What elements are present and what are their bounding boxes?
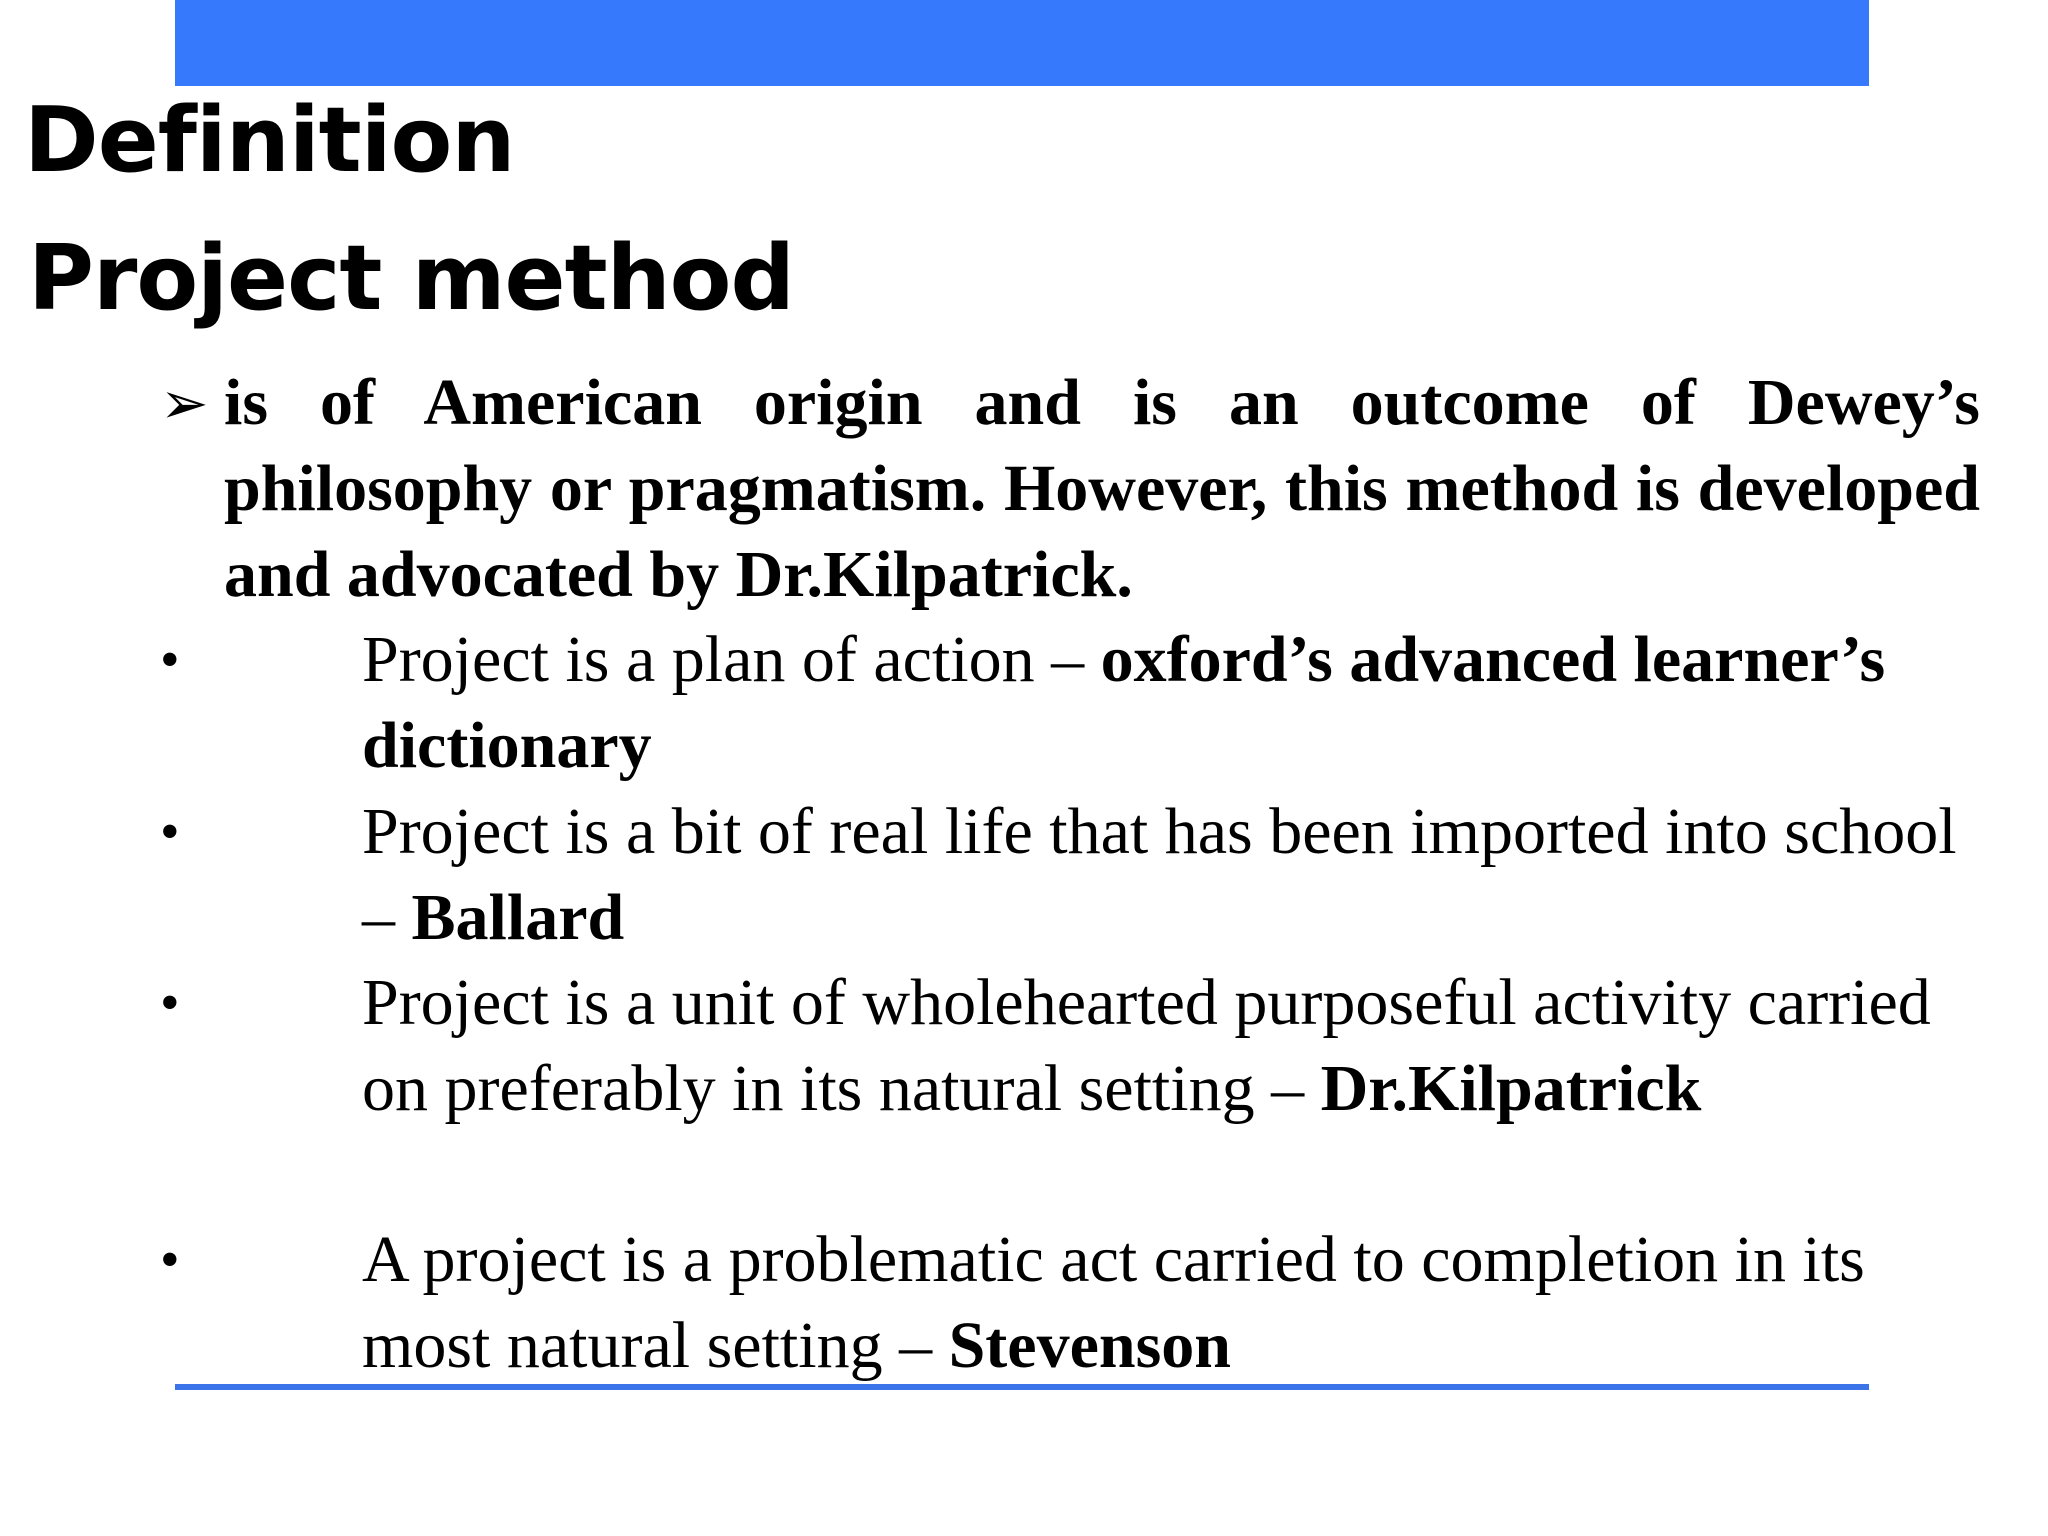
definition-bullet bbox=[160, 789, 1980, 961]
bullet-dot-icon: • bbox=[160, 1229, 180, 1291]
definition-source: oxford’s advanced learner’s dictionary bbox=[362, 623, 1886, 782]
bullet-text bbox=[362, 1217, 1980, 1389]
bullet-text bbox=[362, 789, 1980, 961]
slide-title: Definition bbox=[24, 88, 515, 193]
definition-text: Project is a plan of action – bbox=[362, 623, 1101, 696]
definition-bullet bbox=[160, 617, 1980, 789]
definition-text: A project is a problematic act carried to completion in its most natural setting – bbox=[362, 1223, 1865, 1382]
top-accent-bar bbox=[175, 0, 1869, 86]
arrow-point-text: is of American origin and is an outcome of Dewey’s philosophy or pragmatism. However, this method is developed and advocated by Dr.Kilpatrick. bbox=[224, 366, 1980, 611]
bullet-dot-icon: • bbox=[160, 972, 180, 1034]
definition-source: Ballard bbox=[411, 881, 625, 954]
definition-text: Project is a bit of real life that has been imported into school – bbox=[362, 795, 1957, 954]
definition-bullet bbox=[160, 1217, 1980, 1389]
definition-source: Dr.Kilpatrick bbox=[1320, 1052, 1702, 1125]
definition-text: Project is a unit of wholehearted purposeful activity carried on preferably in its natural setting – bbox=[362, 966, 1931, 1125]
bottom-divider-line bbox=[175, 1384, 1869, 1390]
bullet-dot-icon: • bbox=[160, 801, 180, 863]
bullet-text bbox=[362, 960, 1980, 1132]
definition-source: Stevenson bbox=[948, 1309, 1231, 1382]
arrow-point bbox=[160, 360, 1980, 618]
bullet-dot-icon: • bbox=[160, 629, 180, 691]
bullet-text bbox=[362, 617, 1980, 789]
arrow-bullet-icon: ➢ bbox=[160, 369, 209, 437]
slide-subtitle: Project method bbox=[28, 226, 794, 331]
definition-bullet bbox=[160, 960, 1980, 1132]
